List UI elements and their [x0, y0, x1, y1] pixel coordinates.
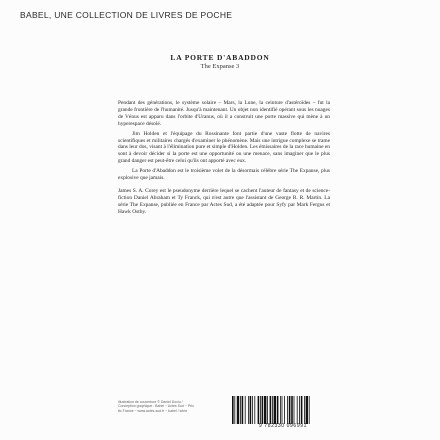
title-block	[150, 53, 290, 70]
author-bio: James S. A. Corey est le pseudonyme derrière lequel se cachent l'auteur de fantasy et de science-fiction Daniel Abraham et Ty Franck, qui n'est autre que l'assistant de George R. R. Martin. La série The Expanse, publiée en France par Actes Sud, a été adaptée pour Syfy par Mark Fergus et Hawk Ostby.	[118, 187, 330, 215]
barcode-bar	[262, 396, 264, 424]
barcode-bar	[274, 396, 276, 424]
barcode-bar	[254, 396, 255, 424]
barcode-bar	[258, 396, 260, 424]
barcode-bar	[272, 396, 273, 424]
blurb-paragraph: Jim Holden et l'équipage du Rossinante font partie d'une vaste flotte de navires scientifiques et militaires chargés d'examiner le phénomène. Mais une intrigue complexe se trame dans leur dos, visant à l'élimination pure et simple d'Holden. Les émissaires de la race humaine en sont à devoir décider si la porte est une opportunité ou une menace, sans imaginer que le plus grand danger est peut-être celui qu'ils ont apporté avec eux.	[118, 130, 330, 165]
barcode-bar	[270, 396, 272, 424]
barcode-area	[118, 396, 336, 430]
barcode-bar	[309, 396, 310, 424]
barcode-bar	[248, 396, 249, 424]
blurb-paragraph: Pendant des générations, le système solaire – Mars, la Lune, la ceinture d'astéroïdes – fut la grande frontière de l'humanité. Jusqu'à maintenant. Un objet non identifié opérant sous les nuages de Vénus est apparu dans l'orbite d'Uranus, où il a construit une porte massive qui mène à un hyperespace désolé.	[118, 100, 330, 127]
barcode-bar	[242, 396, 244, 424]
barcode-bar	[297, 396, 298, 424]
barcode-bar	[234, 396, 235, 424]
barcode-bar	[267, 396, 268, 424]
barcode-bar	[284, 396, 285, 424]
book-title: LA PORTE D'ABADDON	[170, 53, 270, 62]
barcode-bar	[237, 396, 239, 424]
barcode-bar	[287, 396, 288, 424]
barcode-bar	[252, 396, 253, 424]
barcode-bar	[245, 396, 246, 424]
barcode-bar	[301, 396, 303, 424]
barcode-bar	[260, 396, 261, 424]
publisher-fine-print: Illustration de couverture © Daniel Dociu / Conception graphique : Babel ~ Actes Sud ~ Prix ttc France ~ www.actes-sud.fr ~ babel / série	[118, 400, 194, 413]
barcode-bar	[289, 396, 291, 424]
barcode-bar	[291, 396, 293, 424]
barcode-bar	[304, 396, 305, 424]
barcode-bar	[282, 396, 283, 424]
barcode-bar	[294, 396, 295, 424]
isbn-number: 9 782330 096991	[259, 423, 307, 429]
barcode-bar	[264, 396, 266, 424]
blurb	[118, 100, 330, 219]
barcode-bar	[240, 396, 241, 424]
barcode-bar	[250, 396, 252, 424]
barcode-icon	[230, 396, 334, 424]
barcode-bar	[306, 396, 308, 424]
series-header: BABEL, UNE COLLECTION DE LIVRES DE POCHE	[20, 10, 233, 20]
barcode-bar	[232, 396, 234, 424]
barcode-bar	[299, 396, 300, 424]
barcode-bar	[277, 396, 279, 424]
barcode-bar	[280, 396, 281, 424]
blurb-paragraph: La Porte d'Abaddon est le troisième volet de la désormais célèbre série The Expanse, plus explosive que jamais.	[118, 168, 330, 182]
book-subtitle: The Expanse 3	[200, 63, 240, 70]
